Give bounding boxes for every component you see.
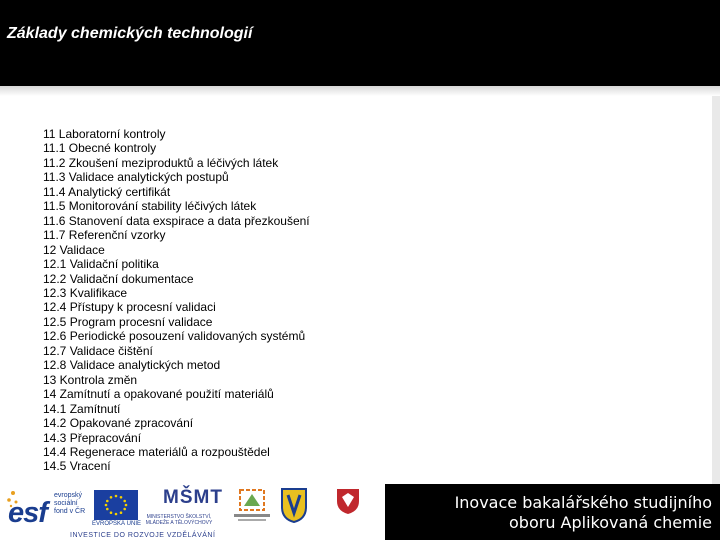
footer-title-box [385,484,720,540]
list-item: 11.3 Validace analytických postupů [43,170,229,185]
list-item: 11.1 Obecné kontroly [43,141,157,156]
op-vk-logo-icon [232,488,272,524]
msmt-caption: MINISTERSTVO ŠKOLSTVÍ, MLÁDEŽE A TĚLOVÝCHOVY [145,514,213,526]
list-item: 11.2 Zkoušení meziproduktů a léčivých látek [43,155,279,170]
header-bar [0,0,720,87]
slide-title: Základy chemických technologií [7,25,253,42]
list-item: 12.7 Validace čištění [43,343,153,358]
list-item: 14.3 Přepracování [43,430,142,445]
shield-logo-icon [334,487,362,515]
project-title [455,493,712,533]
list-item: 11.7 Referenční vzorky [43,228,166,243]
right-edge-bar [712,96,720,484]
list-item: 11.5 Monitorování stability léčivých látek [43,199,257,214]
list-item: 12.3 Kvalifikace [43,285,128,300]
list-item: 12 Validace [43,242,105,257]
content-list [43,127,310,474]
invest-caption: INVESTICE DO ROZVOJE VZDĚLÁVÁNÍ [70,532,216,539]
list-item: 14.5 Vracení [43,459,111,474]
header-divider [0,86,720,96]
list-item: 14.1 Zamítnutí [43,401,121,416]
eu-flag-icon [94,490,138,520]
list-item: 14.2 Opakované zpracování [43,416,194,431]
list-item: 12.4 Přístupy k procesní validaci [43,300,216,315]
list-item: 13 Kontrola změn [43,372,138,387]
list-item: 12.8 Validace analytických metod [43,358,221,373]
list-item: 12.2 Validační dokumentace [43,271,194,286]
eu-caption: EVROPSKÁ UNIE [92,521,142,527]
project-title-line1: Inovace bakalářského studijního [454,493,712,512]
list-item: 11.6 Stanovení data exspirace a data přezkoušení [43,213,310,228]
list-item: 14.4 Regenerace materiálů a rozpouštědel [43,444,270,459]
list-item: 12.1 Validační politika [43,257,159,272]
upol-logo-icon [280,487,308,523]
project-title-line2: oboru Aplikovaná chemie [509,513,712,532]
esf-logo-text: esf [8,497,47,529]
list-item: 12.6 Periodické posouzení validovaných systémů [43,329,306,344]
esf-caption: evropský sociální fond v ČR [54,492,86,515]
list-item: 11.4 Analytický certifikát [43,184,171,199]
list-item: 11 Laboratorní kontroly [43,127,166,141]
logo-strip [0,484,385,540]
msmt-logo-icon: MŠMT [163,487,223,508]
list-item: 12.5 Program procesní validace [43,314,213,329]
footer [0,484,720,540]
list-item: 14 Zamítnutí a opakované použití materiálů [43,387,274,402]
